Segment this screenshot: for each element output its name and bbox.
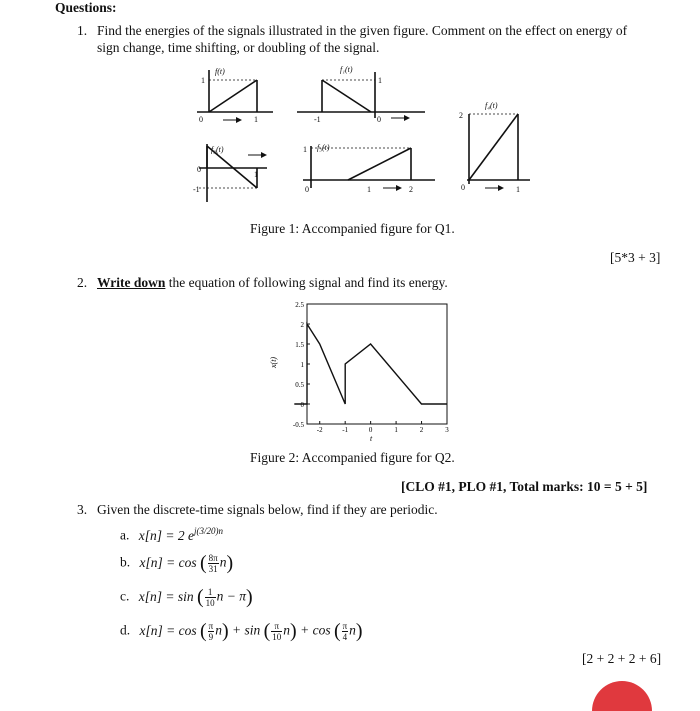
plot-f3-ytick: 1: [303, 145, 307, 154]
signal-line: [294, 324, 447, 404]
q1-text-line2: sign change, time shifting, or doubling of the signal.: [97, 40, 380, 55]
plot-f4-label: f₄(t): [485, 101, 498, 110]
questions-heading: Questions:: [55, 0, 117, 15]
y-axis-label: x(t): [269, 356, 278, 368]
plot-f4-xtick-1: 1: [516, 185, 520, 194]
figure1-plots: [185, 62, 540, 202]
plot-f1-label: f₁(t): [340, 65, 353, 74]
q3-item-d-mid1: + sin: [232, 622, 261, 638]
q3-marks: [2 + 2 + 2 + 6]: [582, 651, 662, 666]
q3-item-d-num1: π: [208, 621, 214, 631]
y-tick-label: 0.5: [295, 381, 304, 389]
plot-f3-xtick-0: 0: [305, 185, 309, 194]
plot-f2-ytick: 0: [197, 165, 201, 174]
x-axis-label: t: [370, 434, 373, 443]
y-tick-label: 0: [300, 401, 304, 409]
q3-item-b-num: 8π: [208, 553, 218, 563]
plot-f3-xtick-2: 2: [409, 185, 413, 194]
plot-f-xtick-1: 1: [254, 115, 258, 124]
x-tick-label: 1: [394, 426, 398, 434]
q3-item-d-den2: 10: [272, 632, 282, 642]
q3-item-d-label: d.: [120, 622, 131, 638]
q3-item-b-label: b.: [120, 554, 131, 570]
q3-item-d-arg2: n: [283, 622, 291, 638]
q3-item-d-lhs: x[n] = cos: [139, 622, 197, 638]
q3-item-d-den3: 4: [342, 632, 348, 642]
x-tick-label: 2: [419, 426, 424, 434]
q3-item-b-den: 31: [208, 564, 218, 574]
q2-number: 2.: [77, 275, 88, 290]
q2-text: the equation of following signal and find its energy.: [168, 275, 448, 290]
q3-number: 3.: [77, 502, 88, 517]
y-tick-label: -0.5: [292, 421, 304, 429]
plot-f3-label: f₃(t): [317, 143, 330, 152]
plot-f1-xtick-1: 0: [377, 115, 381, 124]
q3-item-c-den: 10: [205, 598, 215, 608]
plot-f-label: f(t): [215, 67, 225, 76]
q2-marks: [CLO #1, PLO #1, Total marks: 10 = 5 + 5]: [401, 479, 648, 494]
q3-item-d-den1: 9: [208, 632, 214, 642]
plot-f3-xtick-1: 1: [367, 185, 371, 194]
q3-item-b-arg: n: [219, 554, 227, 570]
q3-item-a-label: a.: [120, 527, 130, 543]
plot-f4-ytick: 2: [459, 111, 463, 120]
figure1-caption: Figure 1: Accompanied figure for Q1.: [250, 221, 455, 236]
plot-f4-xtick-0: 0: [461, 183, 465, 192]
q3-item-a-lhs: x[n] = 2 e: [138, 527, 194, 543]
q3-item-b: b. x[n] = cos ( $\frac{8\pi}{31}$ n): [120, 552, 234, 574]
q3-item-c-num: 1: [205, 587, 216, 598]
q1-number: 1.: [77, 23, 88, 38]
q3-item-a-exp: j(3/20)n: [193, 526, 223, 536]
q3-item-d: d. x[n] = cos ( $\frac{\pi}{9}$ n) + sin ( $\frac{\pi}{10}$ n) + cos ( $\frac{\pi}{4}$ n): [120, 620, 363, 642]
q1-marks: [5*3 + 3]: [610, 250, 661, 265]
q3-text: Given the discrete-time signals below, find if they are periodic.: [97, 502, 438, 517]
q3-item-d-arg3: n: [349, 622, 356, 638]
figure2-chart: [262, 298, 462, 448]
x-tick-label: 3: [445, 426, 449, 434]
q3-item-d-arg1: n: [215, 622, 222, 638]
q3-item-c-arg: n − π: [216, 588, 247, 604]
q1-text-line1: Find the energies of the signals illustrated in the given figure. Comment on the effect on energy of: [97, 23, 628, 38]
plot-f-xtick-0: 0: [199, 115, 203, 124]
plot-f-ytick: 1: [201, 76, 205, 85]
q3-item-a: [120, 526, 223, 544]
x-tick-label: -2: [316, 426, 323, 434]
plot-f1-ytick: 1: [378, 76, 382, 85]
q3-item-d-num3: π: [342, 621, 348, 631]
plot-f2-label: f₂(t): [211, 145, 224, 154]
y-tick-label: 2: [300, 321, 304, 329]
q3-item-d-mid2: + cos: [300, 622, 331, 638]
q2-write-down: Write down: [97, 275, 166, 290]
plot-f2-xtick-0: 1: [254, 170, 258, 179]
q3-item-c-lhs: x[n] = sin: [138, 588, 194, 604]
x-tick-label: 0: [368, 426, 373, 434]
plot-f1-xtick-0: -1: [314, 115, 321, 124]
q3-item-c: c. x[n] = sin ( $\frac{1}{10}$ n − π): [120, 586, 253, 608]
figure2-caption: Figure 2: Accompanied figure for Q2.: [250, 450, 455, 465]
y-tick-label: 1: [300, 361, 304, 369]
q3-item-b-lhs: x[n] = cos: [139, 554, 197, 570]
plot-f2-yneg-tick: -1: [193, 185, 200, 194]
q3-item-d-num2: π: [271, 621, 282, 632]
q3-item-c-label: c.: [120, 588, 130, 604]
red-scroll-indicator: [592, 681, 652, 711]
x-tick-label: -1: [342, 426, 349, 434]
y-tick-label: 1.5: [295, 341, 304, 349]
y-tick-label: 2.5: [295, 301, 304, 309]
